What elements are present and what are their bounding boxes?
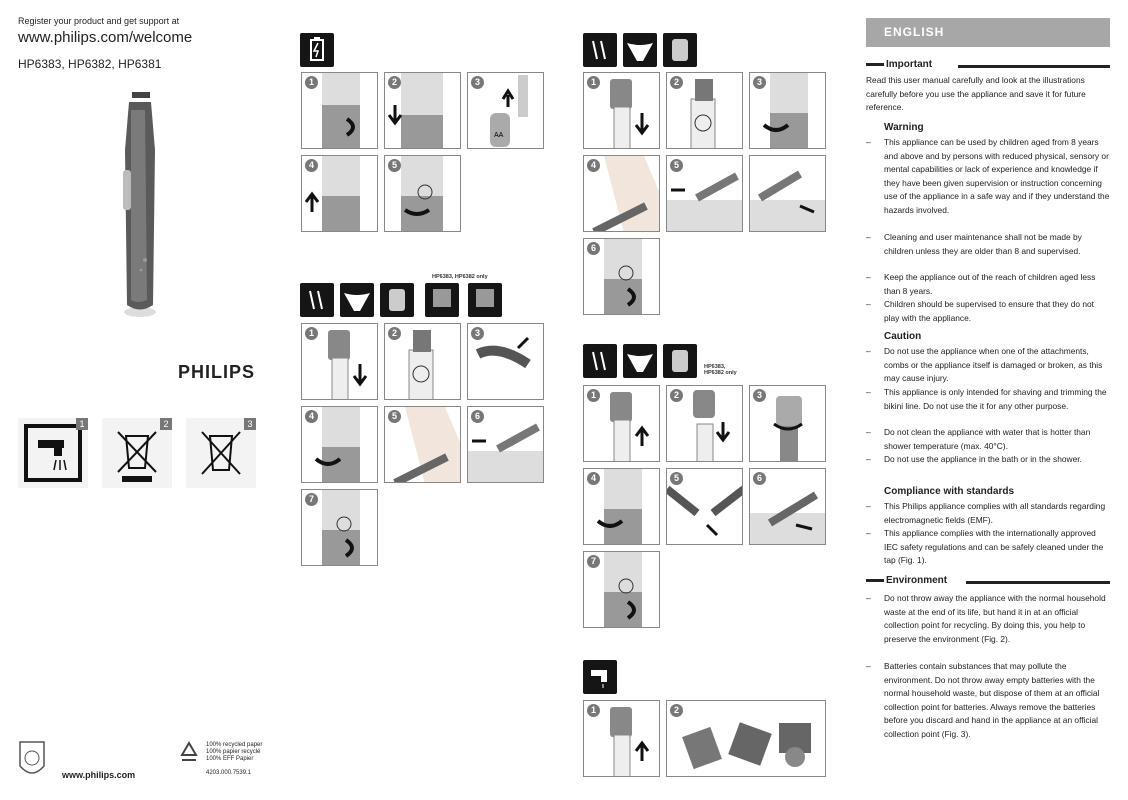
item-text: This appliance can be used by children aged from 8 years and above and by persons with reduced physical, sensory or mental capabilities or lack of experience and knowledge if they have been given supervision or instruction concerning use of the appliance in a safe way and if they understand the hazards involved. [884,137,1110,215]
symbol-number: 3 [244,418,256,430]
footer-url[interactable]: www.philips.com [62,770,136,780]
figure-c-2 [666,385,743,462]
shaver-head-icon [380,283,414,317]
figure-number: 3 [753,389,766,402]
figure-number: 5 [670,159,683,172]
figure-b-3 [749,72,826,149]
caution-item: – Do not use the appliance in the bath or in the shower. [866,453,1110,467]
recycled-line: 100% EFF Papier [206,756,254,762]
item-text: Do not throw away the appliance with the normal household waste at the end of its life, but hand it in at an official collection point for recycling. By doing this, you help to preserve the environment (Fig. 2). [884,593,1106,644]
bikini-icon [340,283,374,317]
figure-b-5b [749,155,826,232]
shaver-head-icon [663,33,697,67]
figure-battery-5 [384,155,461,232]
battery-bin-symbol [186,418,256,488]
caution-heading: Caution [884,331,922,342]
figure-battery-4 [301,155,378,232]
warning-heading: Warning [884,122,924,133]
caution-item: – Do not clean the appliance with water that is hotter than shower temperature (max. 40°C). [866,426,1110,453]
figure-number: 2 [670,76,683,89]
figure-number: 4 [587,472,600,485]
figure-number: 5 [388,159,401,172]
figure-number: 4 [305,410,318,423]
model-note: HP6383, HP6382 only [432,274,488,280]
item-text: This appliance is only intended for shaving and trimming the bikini line. Do not use the it for any other purpose. [884,387,1107,411]
battery-section-icon [300,33,334,67]
caution-item: – Do not use the appliance when one of the attachments, combs or the appliance itself is damaged or broken, as this may cause injury. [866,345,1110,386]
recycled-line: 100% papier recyclé [206,749,261,755]
item-text: This Philips appliance complies with all standards regarding electromagnetic fields (EMF). [884,501,1106,525]
figure-c-3 [749,385,826,462]
important-heading [866,59,1110,70]
item-text: Cleaning and user maintenance shall not be made by children unless they are older than 8 and supervised. [884,232,1082,256]
cleaning-section-icon [583,660,617,694]
item-text: Do not use the appliance when one of the attachments, combs or the appliance itself is damaged or broken, as this may cause injury. [884,346,1103,384]
figure-c-1 [583,385,660,462]
figure-battery-3 [467,72,544,149]
model-numbers: HP6383, HP6382, HP6381 [18,57,162,71]
warning-item: – Cleaning and user maintenance shall not be made by children unless they are older than 8 and supervised. [866,231,1110,258]
figure-b-1 [583,72,660,149]
figure-a-3 [467,323,544,400]
symbol-number: 2 [160,418,172,430]
philips-brand: PHILIPS [178,362,256,382]
figure-number: 2 [388,76,401,89]
section-title: Environment [886,575,948,586]
figure-c-4 [583,468,660,545]
register-text: Register your product and get support at [18,16,180,26]
document-code: 4203.000.7539.1 [206,770,252,776]
comb-8mm-icon [468,283,502,317]
figure-number: 7 [587,555,600,568]
environment-heading [866,575,1110,586]
water-tap-symbol [18,418,88,488]
figure-number: 2 [388,327,401,340]
figure-b-4 [583,155,660,232]
comb-4mm-icon [425,283,459,317]
environment-item: – Do not throw away the appliance with the normal household waste at the end of its life, but hand it in at an official collection point for recycling. By doing this, you help to preserve the environment (Fig. 2). [866,592,1110,646]
figure-number: 3 [471,76,484,89]
caution-item: – This appliance is only intended for shaving and trimming the bikini line. Do not use the it for any other purpose. [866,386,1110,413]
item-text: Do not use the appliance in the bath or in the shower. [884,454,1082,464]
figure-number: 1 [587,704,600,717]
tap-icon [583,660,617,694]
item-text: Keep the appliance out of the reach of children aged less than 8 years. [884,272,1096,296]
bikini-icon [623,344,657,378]
compliance-item: – This Philips appliance complies with all standards regarding electromagnetic fields (EMF). [866,500,1110,527]
battery-icon [300,33,334,67]
figure-a-6 [467,406,544,483]
symbol-number: 1 [76,418,88,430]
figure-number: 6 [587,242,600,255]
figure-number: 2 [670,704,683,717]
environment-item: – Batteries contain substances that may pollute the environment. Do not throw away empty batteries with the normal household waste, but dispose of them at an official collection point for batteries. Always remove the batteries before you discard and hand in the appliance at an official collection point (Fig. 3). [866,660,1110,742]
trimmer-product-image [115,90,165,320]
figure-battery-2 [384,72,461,149]
aa-label: AA [494,132,504,139]
weee-bin-symbol [102,418,172,488]
figure-number: 1 [305,76,318,89]
figure-a-5 [384,406,461,483]
item-text: Do not clean the appliance with water that is hotter than shower temperature (max. 40°C). [884,427,1091,451]
figure-number: 5 [670,472,683,485]
figure-number: 1 [587,76,600,89]
figure-battery-1 [301,72,378,149]
bikini-icon [623,33,657,67]
support-url[interactable]: www.philips.com/welcome [18,29,193,46]
philips-shield-logo [18,740,46,780]
section-title: Important [886,59,933,70]
figure-number: 2 [670,389,683,402]
compliance-item: – This appliance complies with the internationally approved IEC safety regulations and can be safely cleaned under the tap (Fig. 1). [866,527,1110,568]
warning-item: – Keep the appliance out of the reach of children aged less than 8 years. [866,271,1110,298]
figure-c-7 [583,551,660,628]
figure-b-6 [583,238,660,315]
important-text: Read this user manual carefully and look at the illustrations carefully before you use the appliance and save it for future reference. [866,75,1086,113]
figure-a-7 [301,489,378,566]
figure-c-6 [749,468,826,545]
recycled-paper-text [206,742,262,763]
warning-item: – Children should be supervised to ensure that they do not play with the appliance. [866,298,1110,325]
figure-d-2 [666,700,826,777]
recycle-icon [176,740,202,766]
model-note: HP6383, HP6382 only [704,364,737,376]
figure-a-1 [301,323,378,400]
figure-number: 6 [753,472,766,485]
compliance-heading: Compliance with standards [884,486,1015,497]
figure-number: 6 [471,410,484,423]
trimmer-head-icon [583,33,617,67]
trimmer-head-icon [300,283,334,317]
item-text: Batteries contain substances that may pollute the environment. Do not throw away empty batteries with the normal household waste, but dispose of them at an official collection point for batteries. Always remove the batteries before you discard and hand in the appliance at an official collection point (Fig. 3). [884,661,1100,739]
figure-b-2 [666,72,743,149]
item-text: Children should be supervised to ensure that they do not play with the appliance. [884,299,1094,323]
figure-number: 3 [471,327,484,340]
figure-number: 4 [305,159,318,172]
language-heading: ENGLISH [866,18,1110,47]
figure-number: 1 [587,389,600,402]
figure-c-5 [666,468,743,545]
recycled-line: 100% recycled paper [206,742,263,748]
figure-d-1 [583,700,660,777]
figure-a-4 [301,406,378,483]
figure-number: 5 [388,410,401,423]
warning-item: – This appliance can be used by children aged from 8 years and above and by persons with reduced physical, sensory or mental capabilities or lack of experience and knowledge if they have been given supervision or instruction concerning use of the appliance in a safe way and if they understand the hazards involved. [866,136,1110,218]
figure-number: 1 [305,327,318,340]
figure-number: 3 [753,76,766,89]
shaver-head-icon [663,344,697,378]
trimmer-head-icon [583,344,617,378]
figure-number: 4 [587,159,600,172]
figure-b-5 [666,155,743,232]
figure-a-2 [384,323,461,400]
item-text: This appliance complies with the internationally approved IEC safety regulations and can be safely cleaned under the tap (Fig. 1). [884,528,1104,566]
figure-number: 7 [305,493,318,506]
